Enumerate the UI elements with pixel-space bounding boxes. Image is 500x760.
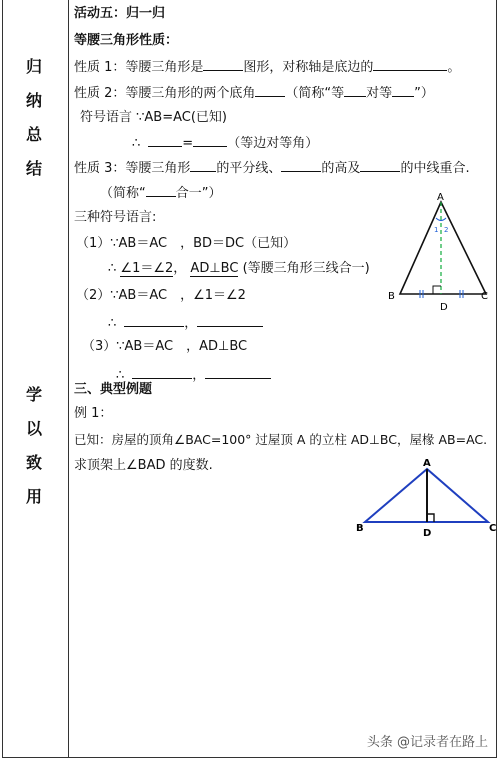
sidebar-char: 致 (25, 453, 42, 472)
label-d: D (423, 528, 432, 539)
label-b: B (356, 523, 364, 534)
blank (190, 159, 216, 172)
sidebar-char: 以 (25, 419, 42, 438)
angles-equal: ∠1＝∠2 (120, 261, 174, 276)
label-a: A (423, 458, 431, 469)
blank (148, 134, 182, 147)
column-divider (68, 0, 69, 758)
therefore-symbol: ∴ (108, 316, 117, 331)
case-1-conclusion: ∴ ∠1＝∠2， AD⊥BC (等腰三角形三线合一) (108, 261, 370, 276)
blank (193, 134, 227, 147)
case-2-conclusion (108, 314, 263, 332)
text: 的中线重合. (400, 161, 470, 176)
text: ”） (414, 86, 434, 101)
example-label: 例 1： (74, 406, 113, 421)
text: 性质 2：等腰三角形的两个底角 (74, 86, 256, 101)
label-c: C (481, 291, 488, 302)
section-title: 等腰三角形性质： (74, 33, 179, 48)
three-languages-title: 三种符号语言: (74, 210, 157, 225)
right-angle-mark (433, 286, 441, 294)
right-angle-mark (427, 514, 434, 522)
label-a: A (437, 192, 444, 203)
therefore-symbol: ∴ (132, 136, 141, 151)
case-2-given: （2）∵AB＝AC ，∠1＝∠2 (76, 288, 246, 303)
case-1-given: （1）∵AB＝AC ，BD＝DC（已知） (76, 236, 297, 251)
text: 性质 1：等腰三角形是 (74, 60, 204, 75)
sidebar-char: 纳 (25, 91, 42, 110)
text: （等边对等角） (227, 136, 319, 151)
sidebar-char: 用 (25, 487, 42, 506)
label-angle-2: 2 (444, 226, 449, 234)
label-c: C (489, 523, 497, 534)
blank (255, 84, 285, 97)
property-2 (74, 84, 434, 102)
perpendicular: AD⊥BC (190, 261, 239, 276)
watermark: 头条 @记录者在路上 (366, 735, 488, 750)
label-b: B (388, 291, 395, 302)
text: ， (184, 316, 198, 331)
property-1 (74, 58, 460, 76)
reason: (等腰三角形三线合一) (242, 261, 370, 276)
property-3 (74, 159, 470, 177)
symbolic-conclusion (132, 134, 318, 152)
text: ， (192, 368, 206, 383)
abbreviation (100, 184, 222, 202)
sidebar-char: 学 (25, 385, 42, 404)
case-3-given: （3）∵AB＝AC ，AD⊥BC (82, 339, 248, 354)
text: 性质 3：等腰三角形 (74, 161, 191, 176)
text: 图形，对称轴是底边的 (243, 60, 374, 75)
text: 对等 (366, 86, 393, 101)
text: = (182, 136, 194, 151)
sidebar-char: 归 (25, 57, 42, 76)
text: （简称“ (100, 186, 146, 201)
blank (146, 184, 176, 197)
label-d: D (440, 302, 448, 313)
blank (360, 159, 400, 172)
triangle-abc (400, 202, 486, 294)
text: 的高及 (321, 161, 361, 176)
therefore-symbol: ∴ (116, 368, 125, 383)
blank (124, 314, 184, 327)
sidebar-char: 总 (25, 125, 42, 144)
label-angle-1: 1 (434, 226, 439, 234)
activity-title: 活动五：归一归 (74, 6, 166, 21)
example-question: 求顶架上∠BAD 的度数. (74, 458, 213, 473)
text: 。 (447, 60, 461, 75)
section-3-title: 三、典型例题 (74, 382, 153, 397)
blank (203, 58, 243, 71)
sidebar-summary (0, 50, 68, 186)
blank (392, 84, 414, 97)
symbolic-given: 符号语言 ∵AB=AC(已知) (80, 110, 227, 125)
blank (197, 314, 263, 327)
isosceles-triangle-figure (380, 190, 490, 318)
blank (344, 84, 366, 97)
text: 的平分线、 (216, 161, 282, 176)
blank (132, 366, 192, 379)
sidebar-char: 结 (25, 159, 42, 178)
sidebar-application (0, 378, 68, 514)
blank (205, 366, 271, 379)
blank (373, 58, 447, 71)
blank (281, 159, 321, 172)
roof-frame-figure (350, 452, 500, 542)
therefore-symbol: ∴ (108, 261, 117, 276)
text: （简称“等 (285, 86, 345, 101)
example-given: 已知：房屋的顶角∠BAC=100° 过屋顶 A 的立柱 AD⊥BC，屋椽 AB=AC. (74, 432, 488, 447)
text: 合一”） (175, 186, 222, 201)
